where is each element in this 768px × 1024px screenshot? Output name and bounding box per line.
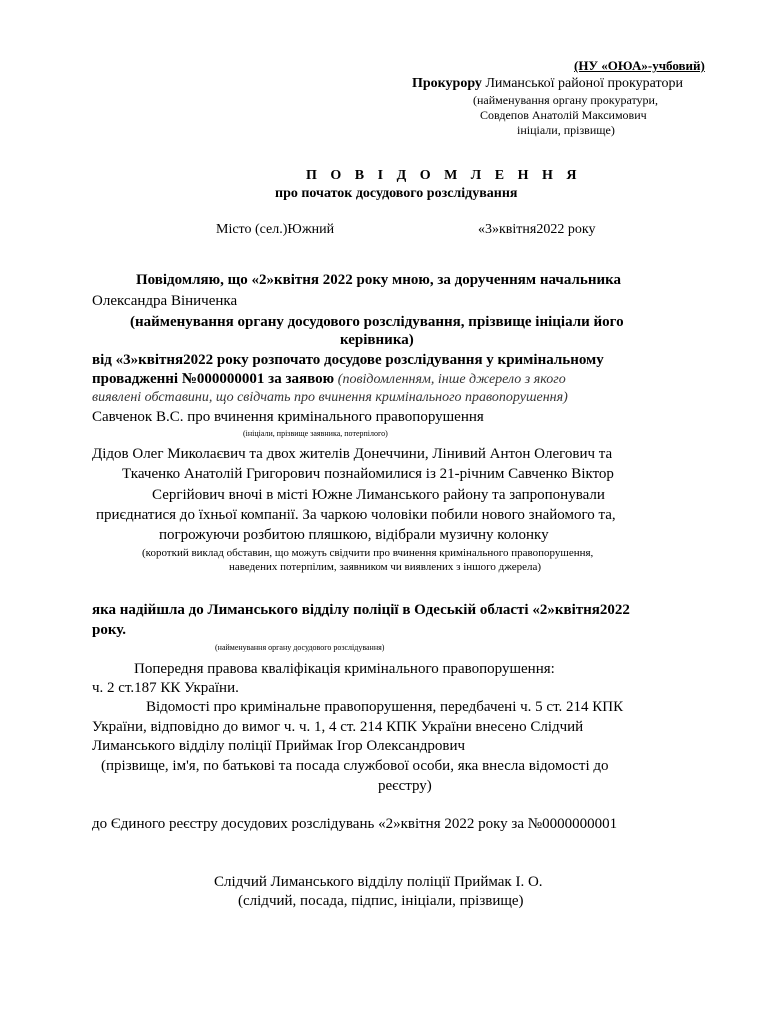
p1-chief: Олександра Віниченка <box>92 293 238 309</box>
name-hint: ініціали, прізвище) <box>517 123 615 137</box>
p6-hint-line2: реєстру) <box>378 778 432 794</box>
p1-hint-line2: керівника) <box>340 332 414 348</box>
p2-line1: від «3»квітня2022 року розпочато досудове розслідування у кримінальному <box>92 352 604 368</box>
p4-line1: яка надійшла до Лиманського відділу поліції в Одеській області «2»квітня2022 <box>92 602 630 618</box>
addressee-bold: Прокурору <box>412 76 482 91</box>
p3-hint-line2: наведених потерпілим, заявником чи виявлених з іншого джерела) <box>229 561 541 573</box>
p6-line3: Лиманського відділу поліції Приймак Ігор Олександрович <box>92 738 466 754</box>
p4-hint-small: (найменування органу досудового розслідування) <box>215 643 385 652</box>
p2-line3-italic: виявлені обставини, що свідчать про вчинення кримінального правопорушення) <box>92 390 568 405</box>
document-subtitle: про початок досудового розслідування <box>275 186 518 201</box>
p3-line4: приєднатися до їхньої компанії. За чаркою чоловіки побили нового знайомого та, <box>96 507 616 523</box>
p3-hint-line1: (короткий виклад обставин, що можуть свідчити про вчинення кримінального правопорушення, <box>142 547 594 559</box>
p5-line2: ч. 2 ст.187 КК України. <box>92 680 239 696</box>
p2-line2-italic: (повідомленням, інше джерело з якого <box>337 372 566 387</box>
p6-line2: України, відповідно до вимог ч. ч. 1, 4 ст. 214 КПК України внесено Слідчий <box>92 719 584 735</box>
p4-line2: року. <box>92 622 127 638</box>
p2-line2 <box>92 371 566 388</box>
p1-hint-line1: (найменування органу досудового розслідування, прізвище ініціали його <box>130 314 624 330</box>
p6-line1: Відомості про кримінальне правопорушення, передбачені ч. 5 ст. 214 КПК <box>146 699 624 715</box>
addressee-line <box>412 76 683 92</box>
p3-line5: погрожуючи розбитою пляшкою, відібрали музичну колонку <box>159 527 549 543</box>
p7-line1: до Єдиного реєстру досудових розслідувань «2»квітня 2022 року за №0000000001 <box>92 816 618 832</box>
p5-line1: Попередня правова кваліфікація кримінального правопорушення: <box>134 661 555 677</box>
p6-hint-line1: (прізвище, ім'я, по батькові та посада службової особи, яка внесла відомості до <box>101 758 609 774</box>
p2-line4: Савченок В.С. про вчинення кримінального правопорушення <box>92 409 484 425</box>
p2-line2-bold: провадженні №000000001 за заявою <box>92 371 335 387</box>
place-text: Місто (сел.)Южний <box>216 222 335 237</box>
date-text: «3»квітня2022 року <box>478 222 596 237</box>
p3-line2: Ткаченко Анатолій Григорович познайомилися із 21-річним Савченко Віктор <box>122 466 614 482</box>
p3-line1: Дідов Олег Миколаєвич та двох жителів Донеччини, Лінивий Антон Олегович та <box>92 446 613 462</box>
p2-hint-small: (ініціали, прізвище заявника, потерпілого) <box>243 429 388 438</box>
p3-line3: Сергійович вночі в місті Южне Лиманського району та запропонували <box>152 487 605 503</box>
document-title: П О В І Д О М Л Е Н Н Я <box>306 168 582 183</box>
signature-line: Слідчий Лиманського відділу поліції Приймак І. О. <box>214 874 543 890</box>
signature-hint: (слідчий, посада, підпис, ініціали, прізвище) <box>238 893 524 909</box>
prosecutor-name: Совдепов Анатолій Максимович <box>480 108 647 122</box>
org-hint: (найменування органу прокуратури, <box>473 93 658 107</box>
stamp-label: (НУ «ОЮА»-учбовий) <box>574 58 705 73</box>
p1-line1: Повідомляю, що «2»квітня 2022 року мною, за дорученням начальника <box>136 272 622 288</box>
addressee-rest: Лиманської районої прокуратори <box>485 76 683 91</box>
